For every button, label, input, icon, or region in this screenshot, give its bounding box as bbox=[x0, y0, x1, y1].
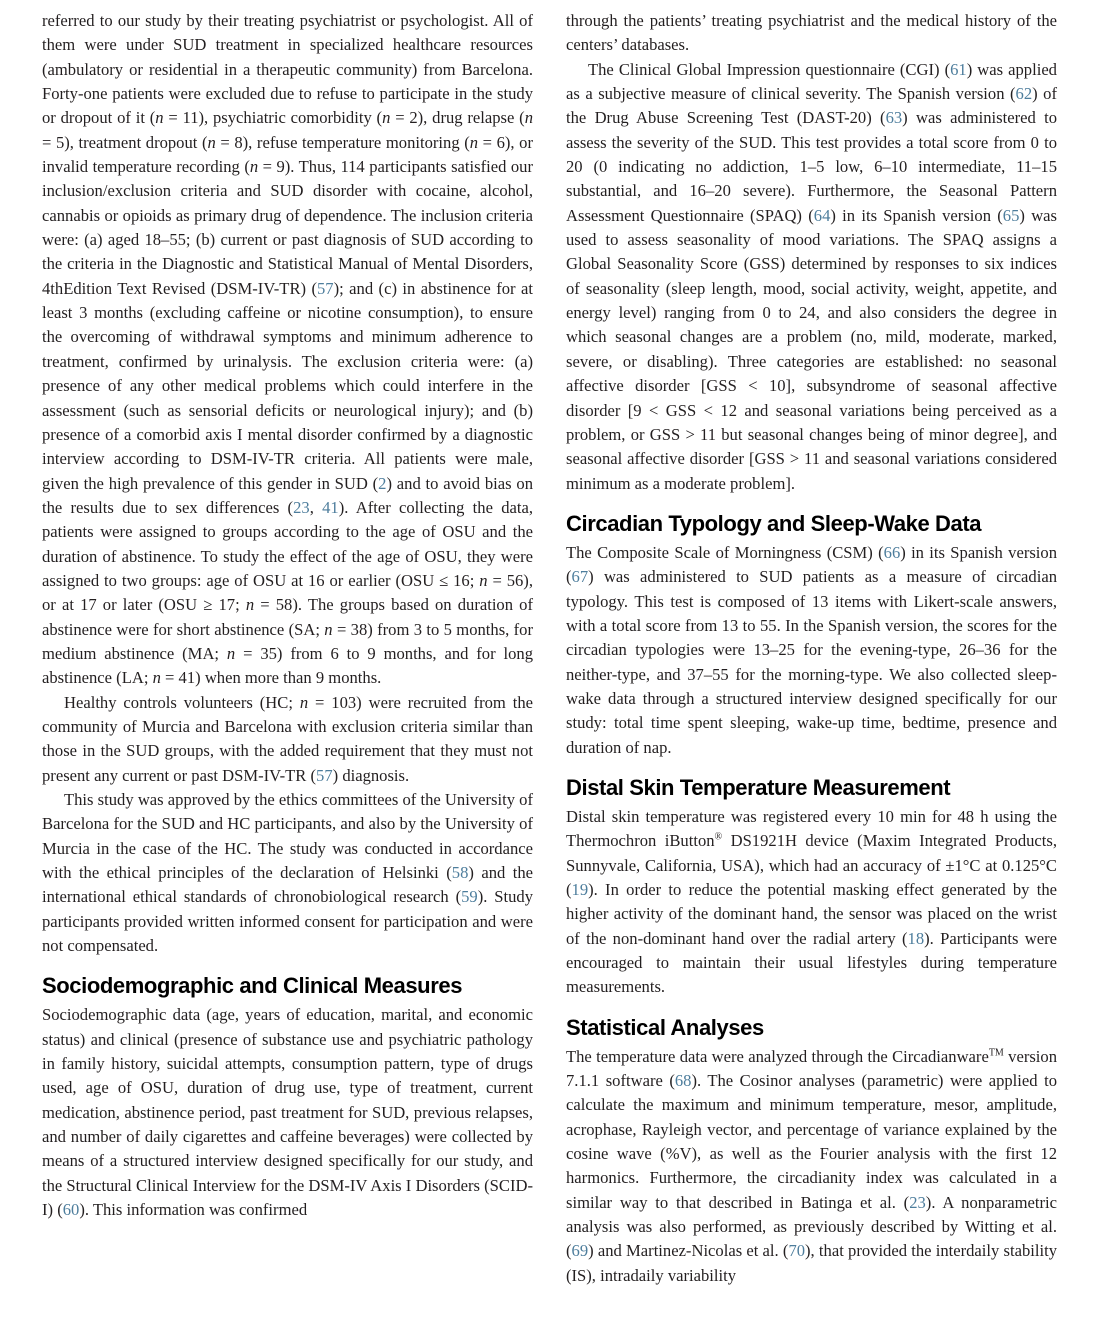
citation-link[interactable]: 57 bbox=[317, 278, 334, 298]
section-heading: Sociodemographic and Clinical Measures bbox=[42, 973, 463, 999]
paragraph: referred to our study by their treating psychiatrist or psychologist. All of them were under SUD treatment in specialized healthcare resources (ambulatory or residential in a therapeutic community) from Barcelona. Forty-one patients were excluded due to refuse to participate in the study or dropout of it (n = 11), psychiatric comorbidity (n = 2), drug relapse (n = 5), treatment dropout (n = 8), refuse temperature monitoring (n = 6), or invalid temperature recording (n = 9). Thus, 114 participants satisfied our inclusion/exclusion criteria and SUD disorder with cocaine, alcohol, cannabis or opioids as primary drug of dependence. The inclusion criteria were: (a) aged 18–55; (b) current or past diagnosis of SUD according to the criteria in the Diagnostic and Statistical Manual of Mental Disorders, 4thEdition Text Revised (DSM-IV-TR) (57); and (c) in abstinence for at least 3 months (excluding caffeine or nicotine consumption), to ensure the overcoming of withdrawal symptoms and minimum adherence to treatment, confirmed by urinalysis. The exclusion criteria were: (a) presence of any other medical problems which could interfere in the assessment (such as sensorial deficits or neurological injury); and (b) presence of a comorbid axis I mental disorder confirmed by a diagnostic interview according to DSM-IV-TR criteria. All patients were male, given the high prevalence of this gender in SUD (2) and to avoid bias on the results due to sex differences (23, 41). After collecting the data, patients were assigned to groups according to the age of OSU and the duration of abstinence. To study the effect of the age of OSU, they were assigned to two groups: age of OSU at 16 or earlier (OSU ≤ 16; n = 56), or at 17 or later (OSU ≥ 17; n = 58). The groups based on duration of abstinence were for short abstinence (SA; n = 38) from 3 to 5 months, for medium abstinence (MA; n = 35) from 6 to 9 months, and for long abstinence (LA; n = 41) when more than 9 months. bbox=[42, 11, 534, 688]
italic-variable: n bbox=[524, 108, 533, 128]
citation-link[interactable]: 66 bbox=[883, 542, 901, 562]
italic-variable: n bbox=[299, 692, 309, 712]
superscript-mark: ® bbox=[714, 831, 723, 843]
citation-link[interactable]: 62 bbox=[1015, 84, 1033, 104]
citation-link[interactable]: 41 bbox=[322, 497, 339, 517]
italic-variable: n bbox=[155, 108, 164, 128]
italic-variable: n bbox=[324, 619, 333, 639]
citation-link[interactable]: 18 bbox=[907, 928, 925, 948]
paragraph: Distal skin temperature was registered every 10 min for 48 h using the Thermochron iButton® DS1921H device (Maxim Integrated Products, Sunnyvale, California, USA), which had an accuracy of ±1°C at 0.125°C (19). In order to reduce the potential masking effect generated by the higher activity of the dominant hand, the sensor was placed on the wrist of the non-dominant hand over the radial artery (18). Participants were encouraged to maintain their usual lifestyles during temperature measurements. bbox=[566, 806, 1057, 997]
superscript-mark: TM bbox=[988, 1047, 1004, 1059]
citation-link[interactable]: 57 bbox=[316, 765, 333, 785]
paragraph: The temperature data were analyzed through the Circadianware™ version 7.1.1 software (68). The Cosinor analyses (parametric) were applied to calculate the maximum and minimum temperature, mesor, amplitude, acrophase, Rayleigh vector, and percentage of variance explained by the cosine wave (%V), as well as the Fourier analysis with the first 12 harmonics. Furthermore, the circadianity index was calculated in a similar way to that described in Batinga et al. (23). A nonparametric analysis was also performed, as previously described by Witting et al. (69) and Martinez-Nicolas et al. (70), that provided the interdaily stability (IS), intradaily variability bbox=[566, 1046, 1058, 1285]
paragraph: The Clinical Global Impression questionnaire (CGI) (61) was applied as a subjective measure of clinical severity. The Spanish version (62) of the Drug Abuse Screening Test (DAST-20) (63) was administered to assess the severity of the SUD. This test provides a total score from 0 to 20 (0 indicating no addiction, 1–5 low, 6–10 intermediate, 11–15 substantial, and 16–20 severe). Furthermore, the Seasonal Pattern Assessment Questionnaire (SPAQ) (64) in its Spanish version (65) was used to assess seasonality of mood variations. The SPAQ assigns a Global Seasonality Score (GSS) determined by responses to six indices of seasonality (sleep length, mood, social activity, weight, appetite, and energy level) ranging from 0 to 24, and also considers the degree in which seasonal changes are a problem (no, mild, moderate, marked, severe, or disabling). Three categories are established: no seasonal affective disorder [GSS < 10], subsyndrome of seasonal affective disorder [9 < GSS < 12 and seasonal variations being perceived as a problem, or GSS > 11 but seasonal changes being of minor degree], and seasonal affective disorder [GSS > 11 and seasonal variations considered minimum as a moderate problem]. bbox=[566, 59, 1058, 493]
citation-link[interactable]: 2 bbox=[378, 473, 387, 493]
italic-variable: n bbox=[226, 643, 236, 663]
italic-variable: n bbox=[382, 108, 391, 128]
citation-link[interactable]: 23 bbox=[909, 1192, 926, 1212]
citation-link[interactable]: 19 bbox=[571, 880, 589, 899]
citation-link[interactable]: 23 bbox=[293, 497, 310, 517]
text-column-left bbox=[42, 9, 533, 1341]
italic-variable: n bbox=[479, 570, 488, 590]
italic-variable: n bbox=[152, 668, 161, 688]
citation-link[interactable]: 68 bbox=[674, 1071, 692, 1091]
section-heading: Circadian Typology and Sleep-Wake Data bbox=[566, 510, 982, 536]
section-heading: Statistical Analyses bbox=[566, 1014, 764, 1040]
citation-link[interactable]: 65 bbox=[1002, 205, 1020, 225]
citation-link[interactable]: 58 bbox=[451, 863, 469, 883]
paragraph: The Composite Scale of Morningness (CSM) (66) in its Spanish version (67) was administered to SUD patients as a measure of circadian typology. This test is composed of 13 items with Likert-scale answers, with a total score from 13 to 55. In the Spanish version, the scores for the circadian typologies were 13–25 for the evening-type, 26–36 for the neither-type, and 37–55 for the morning-type. We also collected sleep-wake data through a structured interview designed specifically for our study: total time spent sleeping, wake-up time, bedtime, presence and duration of nap. bbox=[566, 542, 1058, 757]
citation-link[interactable]: 63 bbox=[885, 108, 903, 128]
paragraph: This study was approved by the ethics committees of the University of Barcelona for the SUD and HC participants, and also by the University of Murcia in the case of the HC. The study was conducted in accordance with the ethical principles of the declaration of Helsinki (58) and the international ethical standards of chronobiological research (59). Study participants provided written informed consent for participation and were not compensated. bbox=[42, 790, 533, 956]
italic-variable: n bbox=[469, 132, 479, 152]
italic-variable: n bbox=[249, 157, 259, 177]
citation-link[interactable]: 61 bbox=[950, 59, 967, 79]
citation-link[interactable]: 59 bbox=[461, 887, 478, 907]
section-heading: Distal Skin Temperature Measurement bbox=[566, 774, 951, 800]
citation-link[interactable]: 60 bbox=[62, 1200, 80, 1220]
citation-link[interactable]: 64 bbox=[813, 205, 831, 225]
citation-link[interactable]: 70 bbox=[788, 1241, 806, 1261]
paragraph: Sociodemographic data (age, years of education, marital, and economic status) and clinical (presence of substance use and psychiatric pathology in family history, suicidal attempts, consumption pattern, type of drugs used, age of OSU, duration of drug use, type of treatment, current medication, abstinence period, past treatment for SUD, previous relapses, and number of daily cigarettes and caffeine beverages) were collected by means of a structured interview designed specifically for our study, and the Structural Clinical Interview for the DSM-IV Axis I Disorders (SCID-I) (60). This information was confirmed bbox=[42, 1005, 533, 1220]
citation-link[interactable]: 69 bbox=[571, 1241, 589, 1261]
paragraph: through the patients’ treating psychiatrist and the medical history of the centers’ databases. bbox=[566, 11, 1057, 55]
italic-variable: n bbox=[207, 132, 216, 152]
text-column-right bbox=[566, 9, 1057, 1341]
italic-variable: n bbox=[245, 595, 255, 615]
paragraph: Healthy controls volunteers (HC; n = 103) were recruited from the community of Murcia and Barcelona with exclusion criteria similar than those in the SUD groups, with the added requirement that they must not present any current or past DSM-IV-TR (57) diagnosis. bbox=[42, 692, 533, 785]
citation-link[interactable]: 67 bbox=[571, 567, 589, 587]
